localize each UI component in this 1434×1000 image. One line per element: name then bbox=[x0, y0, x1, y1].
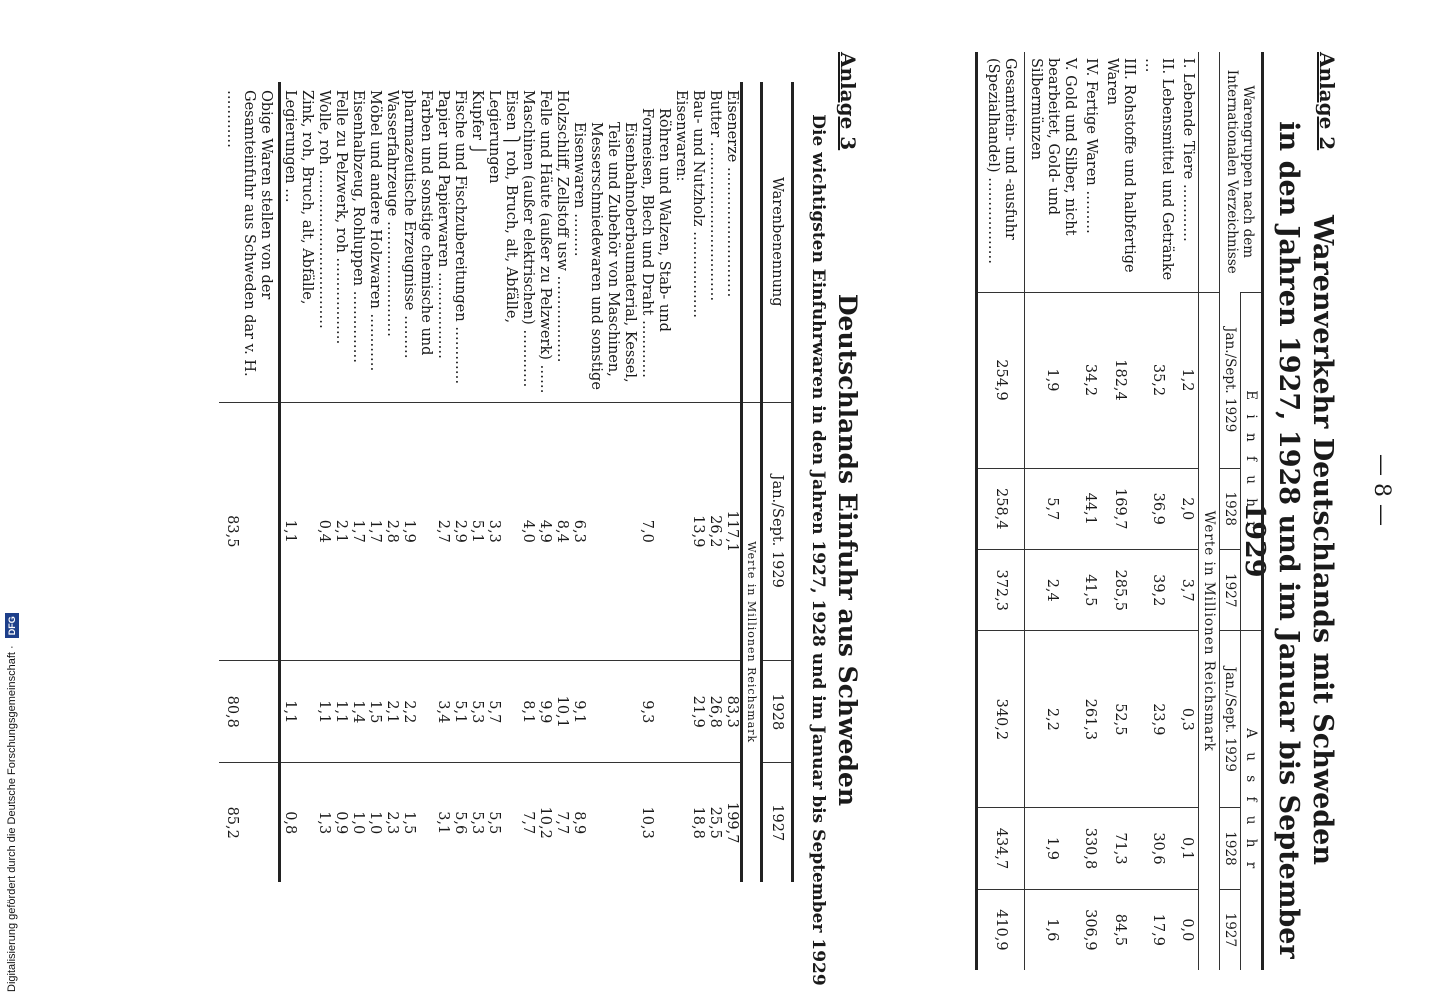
cell-value: 1,1 bbox=[280, 661, 316, 763]
cell-value: 3,4 bbox=[434, 661, 451, 763]
row-label: Wasserfahrzeuge …………………… bbox=[384, 90, 400, 337]
cell-value: 1,1 bbox=[332, 661, 349, 763]
table-row bbox=[434, 82, 451, 882]
year-header: Jan./Sept. 1929 bbox=[762, 402, 793, 661]
year-header: Jan./Sept. 1929 bbox=[1220, 631, 1241, 808]
year-header: Jan./Sept. 1929 bbox=[1220, 292, 1241, 468]
row-label: III. Rohstoffe und halbfertige Waren bbox=[1104, 58, 1137, 273]
cell-value: 0,4 bbox=[315, 402, 332, 661]
table-row bbox=[1025, 52, 1081, 970]
cell-value: 434,7 bbox=[977, 808, 1025, 889]
table-row bbox=[366, 82, 383, 882]
table-row bbox=[519, 82, 536, 882]
cell-value: 83,5 bbox=[219, 402, 280, 661]
cell-value: 2,3 bbox=[383, 763, 400, 882]
table-row bbox=[485, 82, 519, 882]
cell-value bbox=[672, 763, 689, 882]
row-label: IV. Fertige Waren ……… bbox=[1083, 58, 1099, 234]
cell-value: 1,3 bbox=[315, 763, 332, 882]
cell-value: 2,1 bbox=[332, 402, 349, 661]
cell-value: 2,8 bbox=[383, 402, 400, 661]
cell-value: 3,3 bbox=[485, 402, 519, 661]
cell-value: 306,9 bbox=[1080, 889, 1101, 970]
anlage-2-label: Anlage 2 bbox=[1315, 52, 1339, 151]
cell-value: 169,7 bbox=[1101, 468, 1139, 549]
cell-value: 410,9 bbox=[977, 889, 1025, 970]
cell-value: 0,0 bbox=[1177, 889, 1199, 970]
cell-value: 1,7 bbox=[366, 402, 383, 661]
cell-value: 9,1 bbox=[570, 661, 638, 763]
cell-value: 18,8 bbox=[689, 763, 706, 882]
anlage-3-title-line1: Deutschlands Einfuhr aus Schweden bbox=[833, 293, 862, 807]
cell-value: 8,4 bbox=[553, 402, 570, 661]
cell-value: 8,9 bbox=[570, 763, 638, 882]
cell-value: 1,9 bbox=[1025, 292, 1081, 468]
cell-value: 5,7 bbox=[1025, 468, 1081, 549]
row-label: Eisenbahnoberbaumaterial, Kessel, Teile und Zubehör von Maschinen, Messerschmiedewaren und sonstige Eisenwaren ……… bbox=[571, 122, 638, 390]
cell-value: 1,0 bbox=[349, 763, 366, 882]
unit-label: Werte in Millionen Reichsmark bbox=[742, 402, 762, 882]
cell-value: 52,5 bbox=[1101, 631, 1139, 808]
anlage-3-label: Anlage 3 bbox=[836, 52, 860, 151]
year-header: 1928 bbox=[762, 661, 793, 763]
anlage-3-title-line2: Die wichtigsten Einfuhrwaren in den Jahren 1927, 1928 und im Januar bis September 1929 bbox=[808, 114, 828, 986]
table-row bbox=[1177, 52, 1199, 970]
footer-text: Digitalisierung gefördert durch die Deutsche Forschungsgemeinschaft · bbox=[6, 645, 18, 992]
cell-value: 1,4 bbox=[349, 661, 366, 763]
cell-value: 9,3 bbox=[638, 661, 672, 763]
cell-value: 26,2 bbox=[706, 402, 723, 661]
cell-value: 21,9 bbox=[689, 661, 706, 763]
cell-value: 26,8 bbox=[706, 661, 723, 763]
table-row bbox=[315, 82, 332, 882]
table-row bbox=[1139, 52, 1177, 970]
cell-value: 1,9 bbox=[1025, 808, 1081, 889]
row-label: Zink, roh, Bruch, alt, Abfälle, Legierungen … bbox=[282, 90, 315, 305]
cell-value: 1,6 bbox=[1025, 889, 1081, 970]
cell-value: 5,5 bbox=[485, 763, 519, 882]
cell-value: 2,1 bbox=[383, 661, 400, 763]
cell-value: 10,2 bbox=[536, 763, 553, 882]
year-header: 1927 bbox=[1220, 889, 1241, 970]
year-header: 1927 bbox=[1220, 550, 1241, 631]
cell-value: 10,3 bbox=[638, 763, 672, 882]
cell-value: 7,7 bbox=[553, 763, 570, 882]
cell-value: 340,2 bbox=[977, 631, 1025, 808]
cell-value: 71,3 bbox=[1101, 808, 1139, 889]
cell-value: 6,3 bbox=[570, 402, 638, 661]
col-warenbenennung: Warenbenennung bbox=[762, 82, 793, 402]
row-label: Eisenwaren: bbox=[673, 90, 689, 182]
cell-value: 258,4 bbox=[977, 468, 1025, 549]
table-row bbox=[706, 82, 723, 882]
row-label: Farben und sonstige chemische und pharmazeutische Erzeugnisse ……… bbox=[401, 90, 434, 359]
row-label: Röhren und Walzen, Stab- und Formeisen, Blech und Draht ………… bbox=[639, 108, 672, 378]
cell-value: 23,9 bbox=[1139, 631, 1177, 808]
cell-value: 44,1 bbox=[1080, 468, 1101, 549]
table-row bbox=[400, 82, 434, 882]
row-label: Butter …………………………… bbox=[707, 90, 723, 302]
row-label: Felle und Häute (außer zu Pelzwerk) …… bbox=[537, 90, 553, 394]
cell-value: 17,9 bbox=[1139, 889, 1177, 970]
cell-value: 2,2 bbox=[400, 661, 434, 763]
table-row bbox=[332, 82, 349, 882]
year-header: 1928 bbox=[1220, 468, 1241, 549]
row-label: Bau- und Nutzholz ……………… bbox=[690, 90, 706, 319]
cell-value: 2,0 bbox=[1177, 468, 1199, 549]
anlage-2-title-line2: in den Jahren 1927, 1928 und im Januar bis September 1929 bbox=[1239, 121, 1304, 959]
cell-value: 2,4 bbox=[1025, 550, 1081, 631]
cell-value bbox=[672, 661, 689, 763]
cell-value: 285,5 bbox=[1101, 550, 1139, 631]
row-label: Gesamtein- und -ausfuhr (Spezialhandel) ……………… bbox=[977, 52, 1025, 292]
table-row bbox=[280, 82, 316, 882]
summary-row bbox=[219, 82, 280, 882]
cell-value: 2,9 bbox=[451, 402, 468, 661]
row-label: Obige Waren stellen von der Gesamteinfuhr aus Schweden dar v. H. ………… bbox=[219, 82, 280, 402]
cell-value: 30,6 bbox=[1139, 808, 1177, 889]
cell-value: 5,6 bbox=[451, 763, 468, 882]
cell-value: 85,2 bbox=[219, 763, 280, 882]
header-ausfuhr: A u s f u h r bbox=[1241, 631, 1263, 970]
cell-value: 7,7 bbox=[519, 763, 536, 882]
import-table bbox=[219, 82, 794, 882]
row-label: Möbel und andere Holzwaren ………… bbox=[367, 90, 383, 372]
cell-value: 5,3 bbox=[468, 661, 485, 763]
row-label: Papier und Papierwaren ……………… bbox=[435, 90, 451, 360]
table-row bbox=[349, 82, 366, 882]
cell-value: 36,9 bbox=[1139, 468, 1177, 549]
table-row bbox=[553, 82, 570, 882]
cell-value: 1,1 bbox=[280, 402, 316, 661]
dfg-logo: DFG bbox=[5, 613, 19, 638]
cell-value: 117,1 bbox=[723, 402, 742, 661]
year-header: 1928 bbox=[1220, 808, 1241, 889]
table-row bbox=[451, 82, 468, 882]
cell-value: 3,7 bbox=[1177, 550, 1199, 631]
col-warengruppen: Warengruppen nach dem Internationalen Verzeichnisse bbox=[1220, 52, 1263, 292]
cell-value: 0,3 bbox=[1177, 631, 1199, 808]
cell-value: 39,2 bbox=[1139, 550, 1177, 631]
row-label: Felle zu Pelzwerk, roh ……………… bbox=[333, 90, 349, 345]
cell-value: 3,1 bbox=[434, 763, 451, 882]
table-row bbox=[638, 82, 672, 882]
cell-value: 4,9 bbox=[536, 402, 553, 661]
cell-value: 2,7 bbox=[434, 402, 451, 661]
cell-value: 1,0 bbox=[366, 763, 383, 882]
table-row bbox=[536, 82, 553, 882]
header-einfuhr: E i n f u h r bbox=[1241, 292, 1263, 631]
cell-value: 0,8 bbox=[280, 763, 316, 882]
anlage-2-title-line1: Warenverkehr Deutschlands mit Schweden bbox=[1307, 215, 1338, 865]
cell-value: 0,1 bbox=[1177, 808, 1199, 889]
row-label: I. Lebende Tiere ………… bbox=[1180, 58, 1196, 242]
cell-value: 0,9 bbox=[332, 763, 349, 882]
cell-value: 13,9 bbox=[689, 402, 706, 661]
cell-value: 9,9 bbox=[536, 661, 553, 763]
table-row bbox=[723, 82, 742, 882]
cell-value: 5,3 bbox=[468, 763, 485, 882]
row-label: Wolle, roh …………………………… bbox=[316, 90, 332, 329]
cell-value: 80,8 bbox=[219, 661, 280, 763]
table-row bbox=[570, 82, 638, 882]
table-row bbox=[672, 82, 689, 882]
row-label: Fische und Fischzubereitungen ………… bbox=[452, 90, 468, 385]
unit-label: Werte in Millionen Reichsmark bbox=[1199, 292, 1220, 970]
cell-value: 182,4 bbox=[1101, 292, 1139, 468]
table-row bbox=[1101, 52, 1139, 970]
cell-value: 83,3 bbox=[723, 661, 742, 763]
cell-value: 1,7 bbox=[349, 402, 366, 661]
table-row bbox=[1080, 52, 1101, 970]
cell-value: 84,5 bbox=[1101, 889, 1139, 970]
row-label: II. Lebensmittel und Getränke … bbox=[1142, 58, 1175, 281]
year-header: 1927 bbox=[762, 763, 793, 882]
cell-value: 372,3 bbox=[977, 550, 1025, 631]
cell-value: 199,7 bbox=[723, 763, 742, 882]
table-row bbox=[689, 82, 706, 882]
cell-value: 261,3 bbox=[1080, 631, 1101, 808]
cell-value: 4,0 bbox=[519, 402, 536, 661]
cell-value: 34,2 bbox=[1080, 292, 1101, 468]
row-label: Eisen ⎫ roh, Bruch, alt, Abfälle, Legierungen bbox=[486, 90, 519, 324]
page-number: — 8 — bbox=[1369, 454, 1394, 526]
cell-value: 1,5 bbox=[400, 763, 434, 882]
dfg-footer bbox=[0, 0, 24, 1000]
cell-value: 8,1 bbox=[519, 661, 536, 763]
cell-value: 5,1 bbox=[451, 661, 468, 763]
cell-value: 5,7 bbox=[485, 661, 519, 763]
cell-value: 10,1 bbox=[553, 661, 570, 763]
cell-value: 1,2 bbox=[1177, 292, 1199, 468]
row-label: Holzschliff, Zellstoff usw ……………… bbox=[554, 90, 570, 363]
cell-value: 5,1 bbox=[468, 402, 485, 661]
cell-value: 41,5 bbox=[1080, 550, 1101, 631]
row-label: Eisenhalbzeug, Rohluppen …………… bbox=[350, 90, 366, 364]
anlage-3-title bbox=[806, 110, 864, 990]
cell-value: 25,5 bbox=[706, 763, 723, 882]
cell-value: 1,5 bbox=[366, 661, 383, 763]
row-label: Kupfer ⎭ bbox=[469, 90, 485, 156]
cell-value: 254,9 bbox=[977, 292, 1025, 468]
table-row bbox=[468, 82, 485, 882]
cell-value: 330,8 bbox=[1080, 808, 1101, 889]
table-row bbox=[383, 82, 400, 882]
cell-value: 1,9 bbox=[400, 402, 434, 661]
row-label: Maschinen (außer elektrischen) ………… bbox=[520, 90, 536, 388]
cell-value: 2,2 bbox=[1025, 631, 1081, 808]
cell-value bbox=[672, 402, 689, 661]
row-label: Eisenerze ……………………… bbox=[724, 90, 740, 298]
row-label: V. Gold und Silber, nicht bearbeitet, Gold- und Silbermünzen bbox=[1028, 58, 1078, 236]
cell-value: 35,2 bbox=[1139, 292, 1177, 468]
trade-table bbox=[975, 52, 1264, 970]
cell-value: 1,1 bbox=[315, 661, 332, 763]
total-row bbox=[977, 52, 1025, 970]
cell-value: 7,0 bbox=[638, 402, 672, 661]
